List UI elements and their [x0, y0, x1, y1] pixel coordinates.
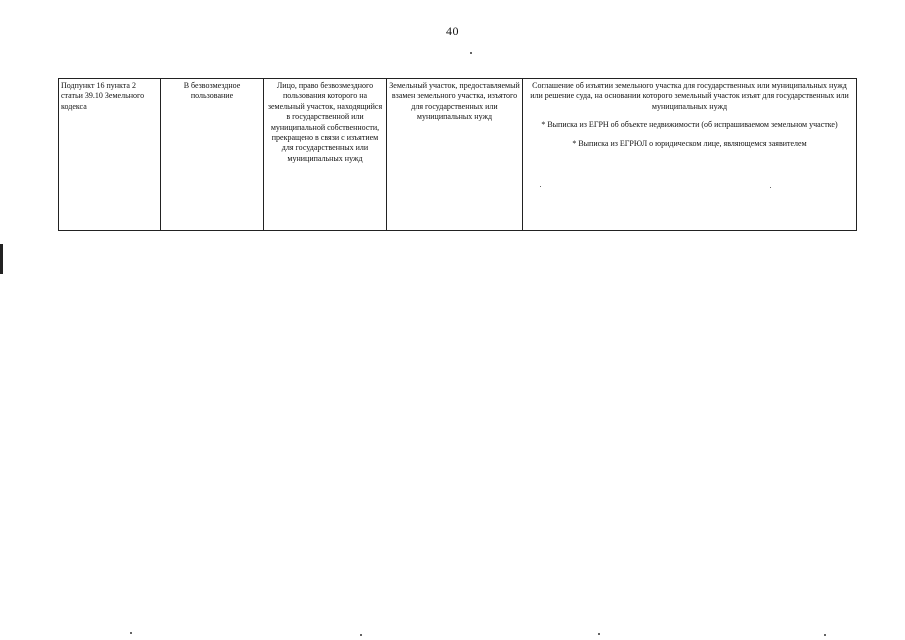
scan-speck	[598, 633, 600, 635]
document-table	[58, 78, 857, 231]
document-item: * Выписка из ЕГРЮЛ о юридическом лице, являющемся заявителем	[572, 138, 807, 148]
documents-cell	[523, 79, 857, 231]
right-type-cell: В безвозмездное пользование	[161, 79, 264, 231]
document-item: * Выписка из ЕГРН об объекте недвижимости (об испрашиваемом земельном участке)	[541, 120, 838, 130]
applicant-cell: Лицо, право безвозмездного пользования которого на земельный участок, находящийся в государственной или муниципальной собственности, прекращено в связи с изъятием для государственных или муниципальных нужд	[264, 79, 387, 231]
table-row	[59, 79, 857, 231]
scan-speck	[130, 632, 132, 634]
scan-speck	[360, 634, 362, 636]
scan-speck	[824, 634, 826, 636]
scan-edge-mark	[0, 244, 3, 274]
legal-basis-cell: Подпункт 16 пункта 2 статьи 39.10 Земельного кодекса	[59, 79, 161, 231]
document-item: Соглашение об изъятии земельного участка для государственных или муниципальных нужд или решение суда, на основании которого земельный участок изъят для государственных или муниципальных нужд	[530, 81, 849, 111]
scan-speck	[470, 52, 472, 54]
page-number: 40	[446, 24, 459, 38]
land-plot-cell: Земельный участок, предоставляемый взамен земельного участка, изъятого для государственных или муниципальных нужд	[387, 79, 523, 231]
